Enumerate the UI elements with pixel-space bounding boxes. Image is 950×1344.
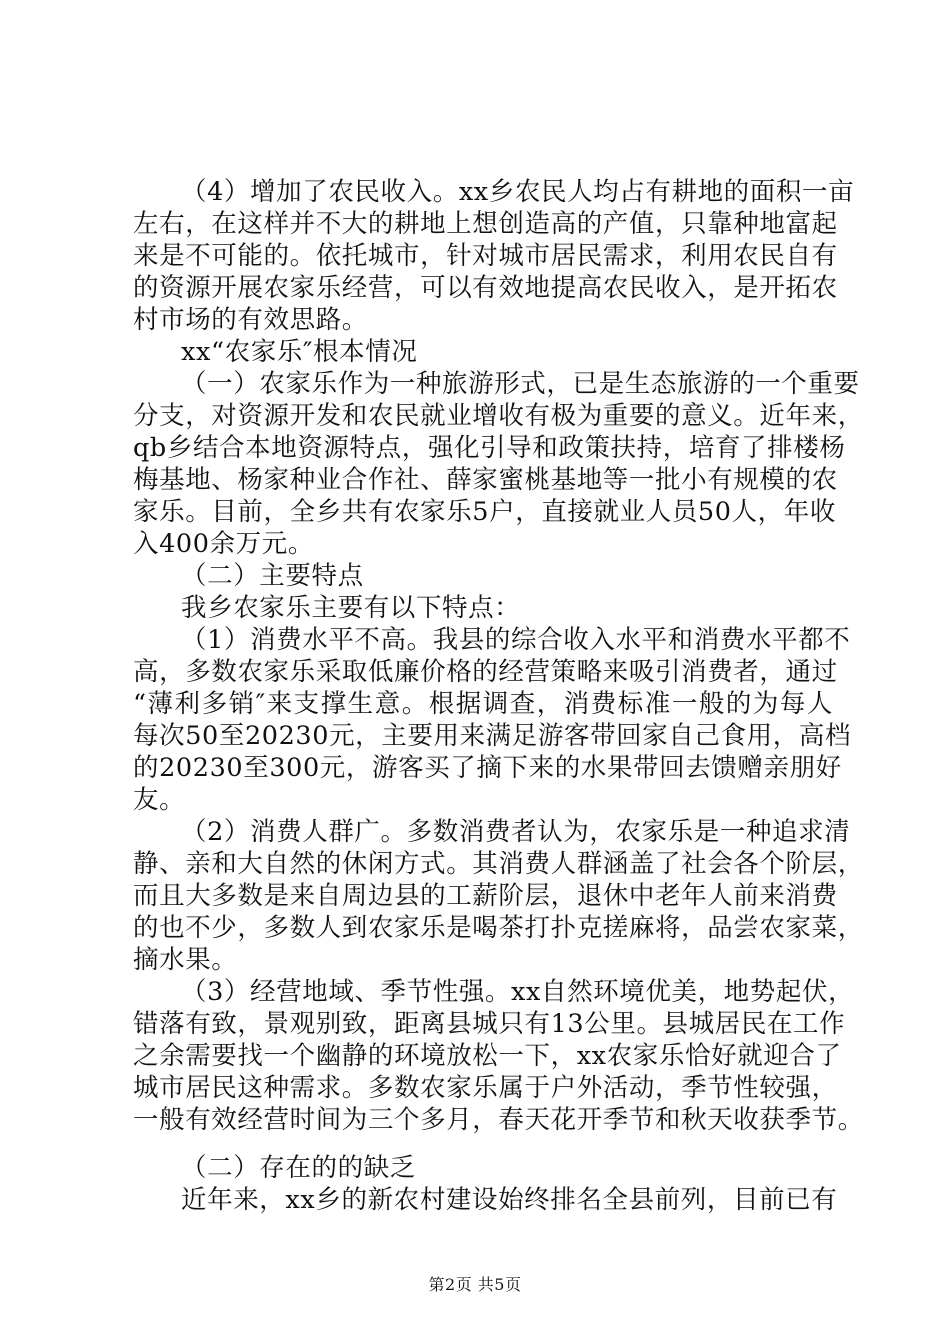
paragraph-line: （2）消费人群广。多数消费者认为，农家乐是一种追求清	[181, 817, 851, 847]
paragraph-line: 入400余万元。	[133, 529, 314, 559]
paragraph-line: 分支，对资源开发和农民就业增收有极为重要的意义。近年来，	[133, 401, 864, 431]
paragraph-line: 一般有效经营时间为三个多月，春天花开季节和秋天收获季节。	[133, 1105, 864, 1135]
section-heading: （二）存在的的缺乏	[181, 1153, 416, 1183]
paragraph-line: 近年来，xx乡的新农村建设始终排名全县前列，目前已有	[181, 1185, 838, 1215]
paragraph-line: 来是不可能的。依托城市，针对城市居民需求，利用农民自有	[133, 241, 838, 271]
paragraph-line: qb乡结合本地资源特点，强化引导和政策扶持，培育了排楼杨	[133, 433, 846, 463]
paragraph-line: 梅基地、杨家种业合作社、薛家蜜桃基地等一批小有规模的农	[133, 465, 838, 495]
section-heading: （二）主要特点	[181, 561, 364, 591]
paragraph-line: 而且大多数是来自周边县的工薪阶层，退休中老年人前来消费	[133, 881, 838, 911]
paragraph-line: （一）农家乐作为一种旅游形式，已是生态旅游的一个重要	[181, 369, 860, 399]
paragraph-line: 摘水果。	[133, 945, 238, 975]
paragraph-line: 家乐。目前，全乡共有农家乐5户，直接就业人员50人，年收	[133, 497, 836, 527]
paragraph-line: 村市场的有效思路。	[133, 305, 368, 335]
paragraph-line: 友。	[133, 785, 186, 815]
paragraph-line: 静、亲和大自然的休闲方式。其消费人群涵盖了社会各个阶层，	[133, 849, 864, 879]
paragraph-line: （1）消费水平不高。我县的综合收入水平和消费水平都不	[181, 625, 851, 655]
paragraph-line: 高，多数农家乐采取低廉价格的经营策略来吸引消费者，通过	[133, 657, 838, 687]
paragraph-line: 左右，在这样并不大的耕地上想创造高的产值，只靠种地富起	[133, 209, 838, 239]
paragraph-line: 城市居民这种需求。多数农家乐属于户外活动，季节性较强，	[133, 1073, 838, 1103]
paragraph-line: 的资源开展农家乐经营，可以有效地提高农民收入，是开拓农	[133, 273, 838, 303]
paragraph-line: 我乡农家乐主要有以下特点：	[181, 593, 521, 623]
page-number: 第2页 共5页	[428, 1275, 522, 1294]
section-heading: xx“农家乐″根本情况	[181, 337, 418, 367]
paragraph-line: （4）增加了农民收入。xx乡农民人均占有耕地的面积一亩	[181, 177, 855, 207]
paragraph-line: 的也不少，多数人到农家乐是喝茶打扑克搓麻将，品尝农家菜，	[133, 913, 864, 943]
paragraph-line: 每次50至20230元，主要用来满足游客带回家自己食用，高档	[133, 721, 852, 751]
paragraph-line: 错落有致，景观别致，距离县城只有13公里。县城居民在工作	[133, 1009, 846, 1039]
paragraph-line: （3）经营地域、季节性强。xx自然环境优美，地势起伏，	[181, 977, 855, 1007]
paragraph-line: 的20230至300元，游客买了摘下来的水果带回去馈赠亲朋好	[133, 753, 842, 783]
paragraph-line: 之余需要找一个幽静的环境放松一下，xx农家乐恰好就迎合了	[133, 1041, 842, 1071]
paragraph-line: “薄利多销″来支撑生意。根据调查，消费标准一般的为每人	[133, 689, 833, 719]
